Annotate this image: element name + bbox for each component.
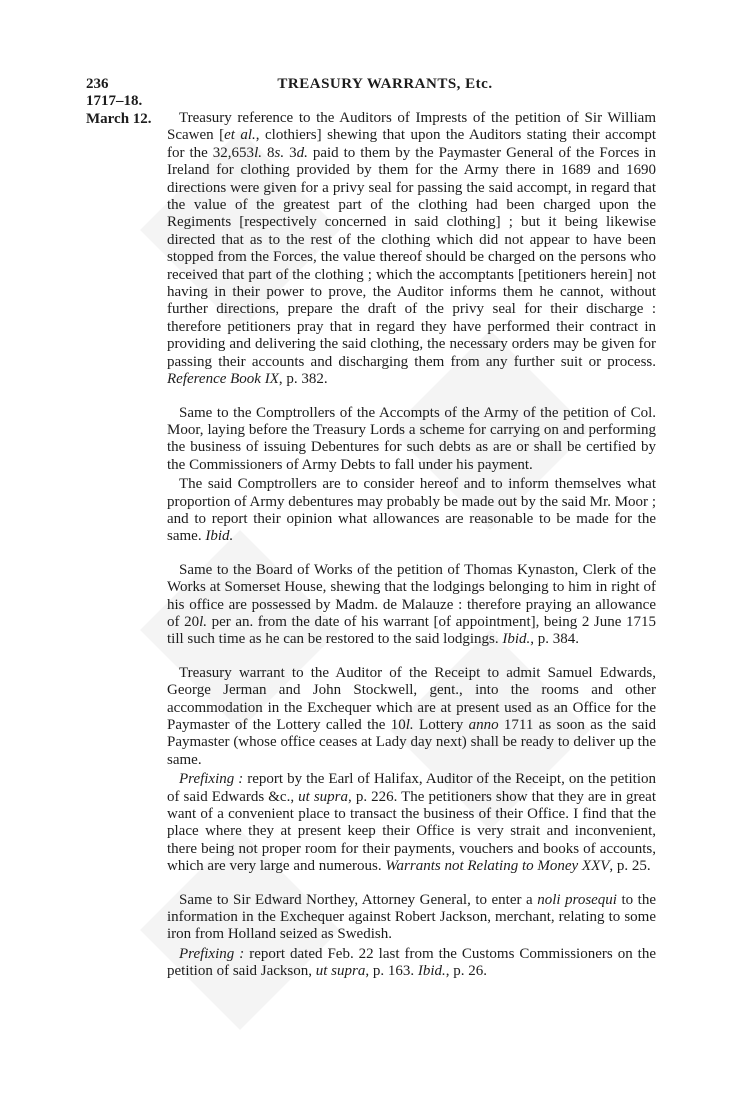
italic-text: Ibid. xyxy=(417,963,446,980)
body-column xyxy=(167,110,656,997)
text-run: report dated Feb. 22 last from the Customs Commissioners on the petition of said Jackson, xyxy=(167,945,656,980)
margin-year: 1717–18. xyxy=(86,93,143,109)
italic-text: l. xyxy=(199,613,207,630)
entry-paragraph xyxy=(167,946,656,981)
text-run: , p. 382. xyxy=(278,371,328,388)
entry-paragraph xyxy=(167,562,656,649)
italic-text: s. xyxy=(274,144,285,161)
entry xyxy=(167,110,656,389)
italic-text: ut supra xyxy=(315,963,366,980)
text-run: , p. 384. xyxy=(530,631,580,648)
entry xyxy=(167,665,656,876)
text-run: Same to Sir Edward Northey, Attorney General, to enter a xyxy=(179,891,538,908)
text-run: 3 xyxy=(284,144,297,161)
text-run: , p. 26. xyxy=(445,963,487,980)
running-head: TREASURY WARRANTS, Etc. xyxy=(277,76,493,92)
entry xyxy=(167,405,656,546)
italic-text: Warrants not Relating to Money XXV xyxy=(385,858,610,875)
text-run: , clothiers] shewing that upon the Auditors stating their accompt for the 32,653 xyxy=(167,127,656,161)
text-run: paid to them by the Paymaster General of the Forces in Ireland for clothing provided by them for the Army there in 1689 and 1690 directions were given for a privy seal for passing the said accompt, in regard that the value of the greatest part of the clothing had been charged upon the Regiments [respectively concerned in said clothing] ; but it being likewise directed that as to the rest of the clothing which did not appear to have been stopped from the Forces, the value thereof should be charged on the persons who received that part of the clothing ; which the accomptants [petitioners herein] not having in their power to prove, the Auditor informs them he cannot, without further directions, prepare the draft of the privy seal for their discharge : therefore petitioners pray that in regard they have performed their contract in providing and delivering the said clothing, the necessary orders may be given for passing their accounts and discharging them from any further suit or process. xyxy=(167,144,656,370)
italic-text: anno xyxy=(468,717,499,733)
italic-text: Ibid. xyxy=(502,631,531,648)
text-run: 1711 as soon as the said Paymaster (whose office ceases at Lady day next) shall be ready to deliver up the same. xyxy=(167,717,656,768)
text-run: The said Comptrollers are to consider hereof and to inform themselves what proportion of Army debentures may probably be made out by the said Mr. Moor ; and to report their opinion what allowances are reasonable to be made for the same. xyxy=(167,476,656,545)
text-run: Treasury reference to the Auditors of Imprests of the petition of Sir William Scawen [ xyxy=(167,110,656,144)
text-run: Treasury warrant to the Auditor of the Receipt to admit Samuel Edwards, George Jerman and John Stockwell, gent., into the rooms and other accommodation in the Exchequer which are at present used as an Office for the Paymaster of the Lottery called the 10 xyxy=(167,664,656,733)
entry xyxy=(167,892,656,981)
italic-text: d. xyxy=(296,144,308,161)
italic-text: Prefixing : xyxy=(179,771,244,788)
text-run: per an. from the date of his warrant [of appointment], being 2 June 1715 till such time as he can be restored to the said lodgings. xyxy=(167,613,656,648)
text-run: report by the Earl of Halifax, Auditor of the Receipt, on the petition of said Edwards &c., xyxy=(167,771,656,805)
entry-paragraph xyxy=(167,110,656,389)
text-run: to the information in the Exchequer against Robert Jackson, merchant, relating to some iron from Holland seized as Swedish. xyxy=(167,891,656,943)
italic-text: Ibid. xyxy=(205,528,234,545)
text-run: Same to the Board of Works of the petition of Thomas Kynaston, Clerk of the Works at Somerset House, shewing that the lodgings belonging to him in right of his office are possessed by Madm. de Malauze : therefore praying an allowance of 20 xyxy=(167,561,656,630)
text-run: Same to the Comptrollers of the Accompts of the Army of the petition of Col. Moor, laying before the Treasury Lords a scheme for carrying on and performing the business of issuing Debentures for such debts as are or shall be certified by the Commissioners of Army Debts to fall under his payment. xyxy=(167,404,656,473)
entry-paragraph xyxy=(167,771,656,875)
italic-text: noli prosequi xyxy=(537,891,617,908)
italic-text: l. xyxy=(405,717,414,733)
entry-paragraph xyxy=(167,405,656,475)
text-run: 8 xyxy=(261,144,275,161)
italic-text: l. xyxy=(254,144,262,161)
entry-paragraph xyxy=(167,665,656,769)
page-number: 236 xyxy=(86,76,109,92)
text-run: , p. 163. xyxy=(365,963,418,980)
entry-paragraph xyxy=(167,476,656,546)
italic-text: ut supra xyxy=(298,788,349,805)
text-run: Lottery xyxy=(413,717,469,733)
italic-text: et al. xyxy=(224,127,256,144)
text-run: , p. 25. xyxy=(609,858,651,875)
italic-text: Reference Book IX xyxy=(167,371,279,388)
italic-text: Prefixing : xyxy=(179,945,245,962)
entry xyxy=(167,562,656,649)
entry-paragraph xyxy=(167,892,656,944)
text-run: , p. 226. The petitioners show that they are in great want of a convenient place to transact the business of their Office. I find that the place where they at present keep their Office is very strait and inconvenient, there being not proper room for their payments, vouchers and books of accounts, which are very large and numerous. xyxy=(167,788,657,875)
margin-date: March 12. xyxy=(86,111,152,127)
